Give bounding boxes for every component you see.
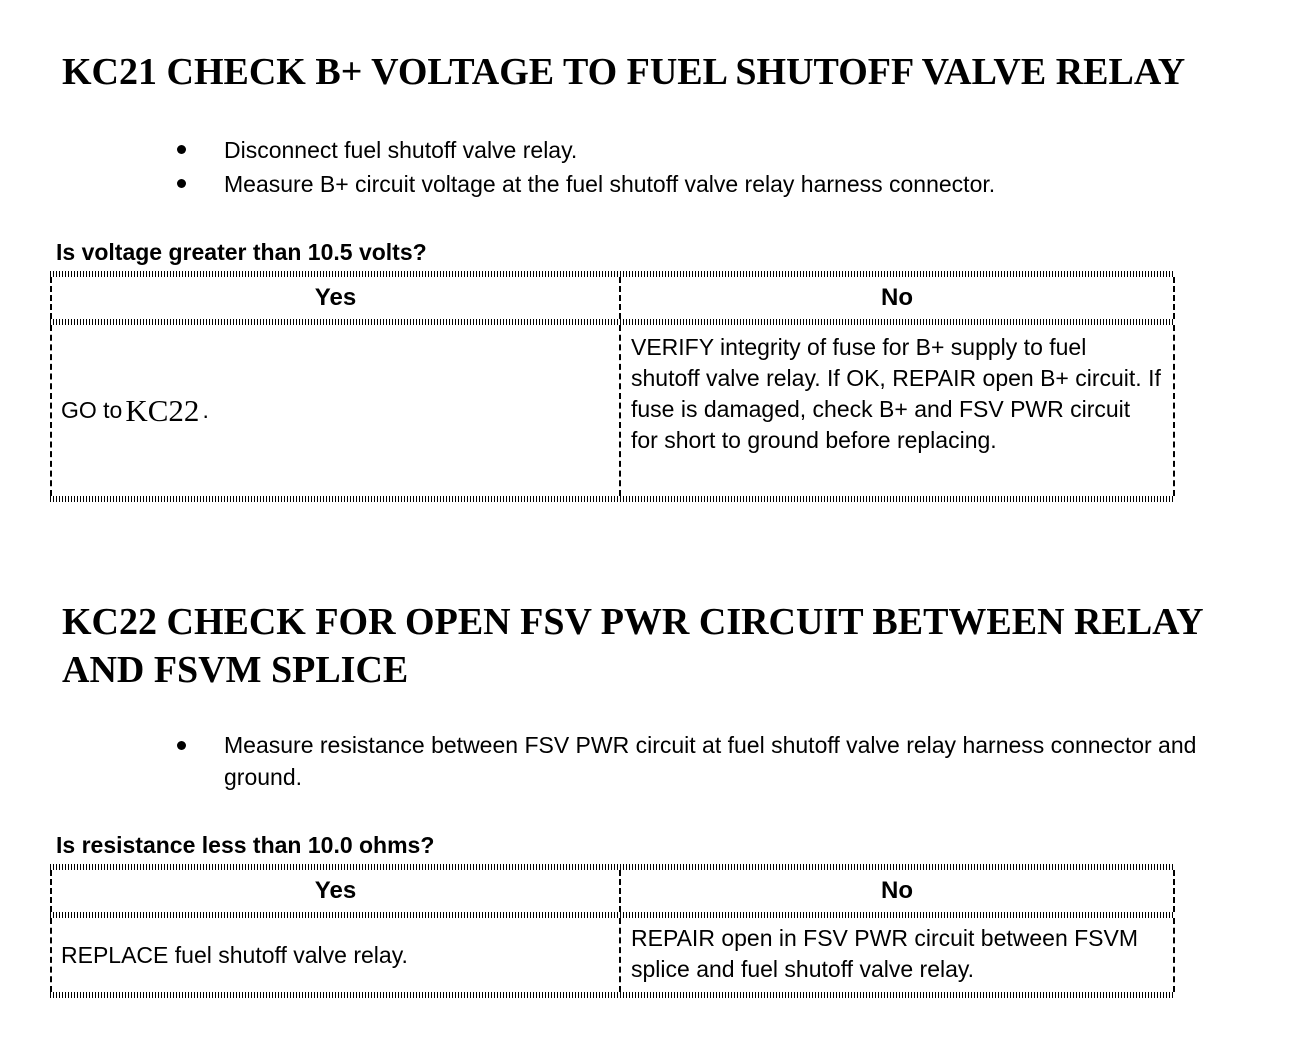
kc22-bullet-list: [177, 729, 1240, 793]
table-header-row: [50, 277, 1175, 319]
bullet-item: [177, 133, 995, 167]
table-border-hatch: [50, 992, 1175, 998]
kc21-title-line: KC21 CHECK B+ VOLTAGE TO FUEL SHUTOFF VALVE RELAY: [62, 51, 1186, 93]
kc21-section-title: [62, 48, 1185, 96]
bullet-text: Measure B+ circuit voltage at the fuel shutoff valve relay harness connector.: [224, 171, 996, 197]
kc22-no-cell: REPAIR open in FSV PWR circuit between FSVM splice and fuel shutoff valve relay.: [631, 925, 1139, 982]
bullet-item: [177, 167, 995, 201]
header-cell-no: No: [881, 877, 913, 904]
kc21-question: Is voltage greater than 10.5 volts?: [56, 239, 427, 265]
kc22-decision-table: [50, 864, 1175, 998]
kc22-question: Is resistance less than 10.0 ohms?: [56, 832, 435, 858]
bullet-icon: [177, 741, 186, 750]
bullet-text: Measure resistance between FSV PWR circuit at fuel shutoff valve relay harness connector and ground.: [224, 732, 1197, 790]
table-border-hatch: [50, 496, 1175, 502]
header-cell-no: No: [881, 284, 913, 311]
kc22-title-line-2: AND FSVM SPLICE: [62, 649, 409, 691]
kc22-link[interactable]: KC22: [125, 392, 200, 428]
kc22-yes-cell: REPLACE fuel shutoff valve relay.: [52, 918, 621, 992]
table-header-row: [50, 870, 1175, 912]
bullet-text: Disconnect fuel shutoff valve relay.: [224, 137, 578, 163]
table-body-row: [50, 325, 1175, 496]
kc21-no-cell: VERIFY integrity of fuse for B+ supply to fuel shutoff valve relay. If OK, REPAIR open B+ circuit. If fuse is damaged, check B+ and FSV PWR circuit for short to ground before replacing.: [631, 334, 1161, 453]
kc22-section-title: [62, 598, 1262, 694]
kc21-yes-cell: [52, 325, 621, 496]
table-body-row: [50, 918, 1175, 992]
go-to-period: .: [202, 397, 209, 423]
bullet-icon: [177, 145, 186, 154]
bullet-item: [177, 729, 1240, 793]
header-cell-yes: Yes: [52, 870, 621, 912]
go-to-text: GO to: [61, 397, 123, 423]
kc22-title-line-1: KC22 CHECK FOR OPEN FSV PWR CIRCUIT BETWEEN RELAY: [62, 601, 1204, 643]
kc21-bullet-list: [177, 133, 995, 201]
header-cell-yes: Yes: [52, 277, 621, 319]
bullet-icon: [177, 179, 186, 188]
kc21-decision-table: [50, 271, 1175, 502]
